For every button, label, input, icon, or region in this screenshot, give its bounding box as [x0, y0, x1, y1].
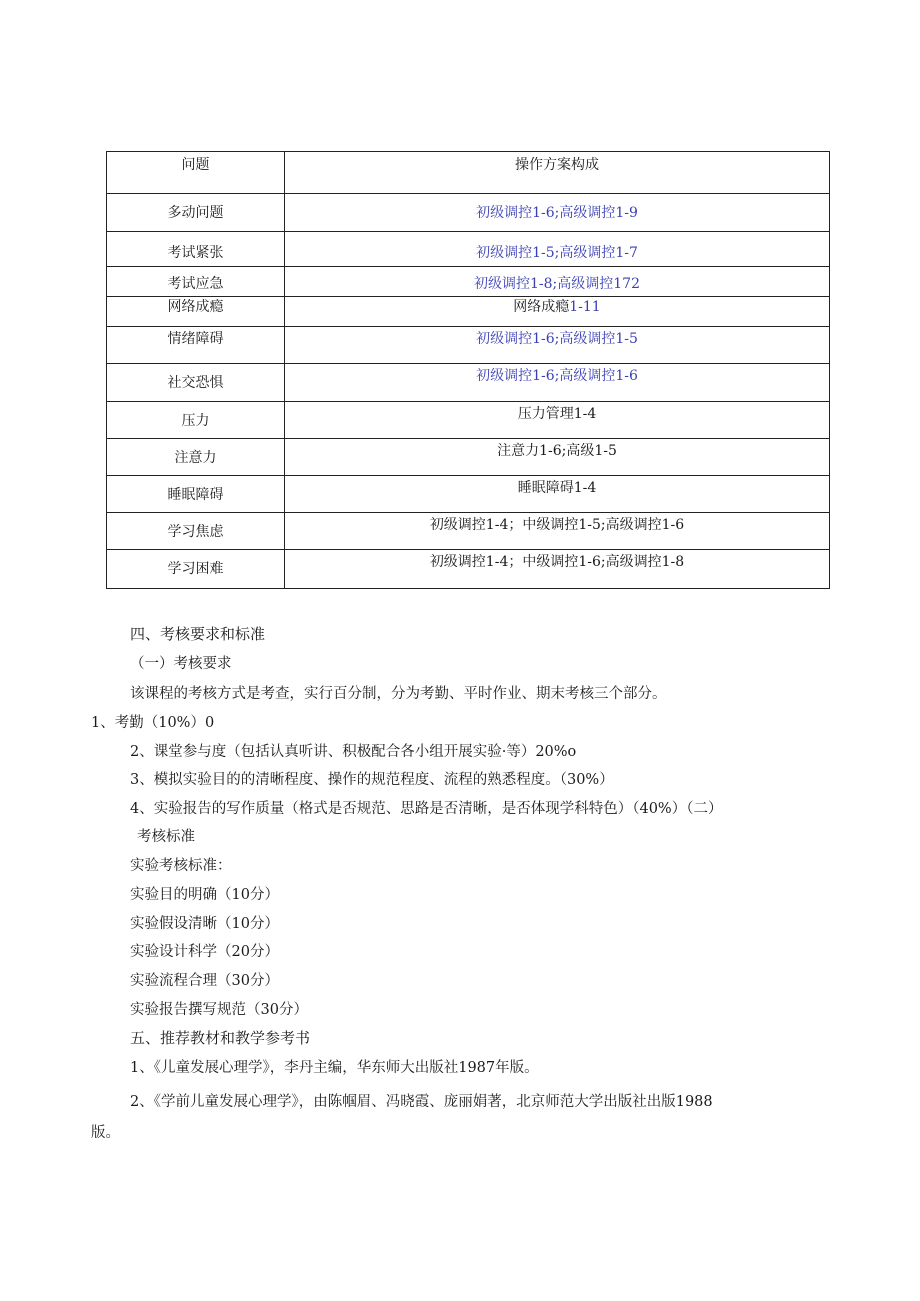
section-4-heading: 四、考核要求和标准 [130, 625, 266, 643]
reference-item: 2、《学前儿童发展心理学》，由陈帼眉、冯晓霞、庞丽娟著，北京师范大学出版社出版1988 [130, 1094, 713, 1110]
table-row: 考试应急 初级调控1-8;高级调控172 [107, 267, 830, 297]
table-row: 网络成瘾 网络成瘾1-11 [107, 297, 830, 327]
table-header-row [107, 152, 830, 194]
subheading-1: （一）考核要求 [130, 656, 232, 672]
table-row: 学习困难 初级调控1-4；中级调控1-6;高级调控1-8 [107, 550, 830, 589]
header-plan: 操作方案构成 [285, 152, 830, 194]
list-item-continued: 考核标准 [137, 829, 195, 845]
criteria-item: 实验设计科学（20分） [130, 944, 279, 960]
paragraph-1: 该课程的考核方式是考查，实行百分制，分为考勤、平时作业、期末考核三个部分。 [130, 686, 667, 702]
table-row: 社交恐惧 初级调控1-6;高级调控1-6 [107, 364, 830, 402]
list-item: 2、课堂参与度（包括认真听讲、积极配合各小组开展实验·等）20%o [130, 744, 577, 760]
criteria-title: 实验考核标准： [130, 858, 232, 874]
list-item: 4、实验报告的写作质量（格式是否规范、思路是否清晰，是否体现学科特色）（40%）（二） [130, 801, 723, 817]
criteria-item: 实验假设清晰（10分） [130, 916, 279, 932]
table-row: 考试紧张 初级调控1-5;高级调控1-7 [107, 232, 830, 267]
table-row: 多动问题 初级调控1-6;高级调控1-9 [107, 194, 830, 232]
reference-item: 1、《儿童发展心理学》，李丹主编，华东师大出版社1987年版。 [130, 1060, 539, 1076]
plan-table [106, 151, 830, 589]
list-item: 3、模拟实验目的的清晰程度、操作的规范程度、流程的熟悉程度。（30%） [130, 772, 614, 788]
criteria-item: 实验目的明确（10分） [130, 887, 279, 903]
criteria-item: 实验报告撰写规范（30分） [130, 1002, 308, 1018]
list-item: 1、考勤（10%）0 [91, 715, 215, 731]
criteria-item: 实验流程合理（30分） [130, 973, 279, 989]
table-row: 压力 压力管理1-4 [107, 402, 830, 439]
table-row: 睡眠障碍 睡眠障碍1-4 [107, 476, 830, 513]
table-row: 学习焦虑 初级调控1-4；中级调控1-5;高级调控1-6 [107, 513, 830, 550]
section-5-heading: 五、推荐教材和教学参考书 [130, 1029, 311, 1047]
header-problem: 问题 [107, 152, 285, 194]
reference-item-continued: 版。 [91, 1125, 120, 1141]
table-row: 情绪障碍 初级调控1-6;高级调控1-5 [107, 327, 830, 364]
mixed-plan: 网络成瘾1-11 [513, 299, 601, 315]
table-row: 注意力 注意力1-6;高级1-5 [107, 439, 830, 476]
